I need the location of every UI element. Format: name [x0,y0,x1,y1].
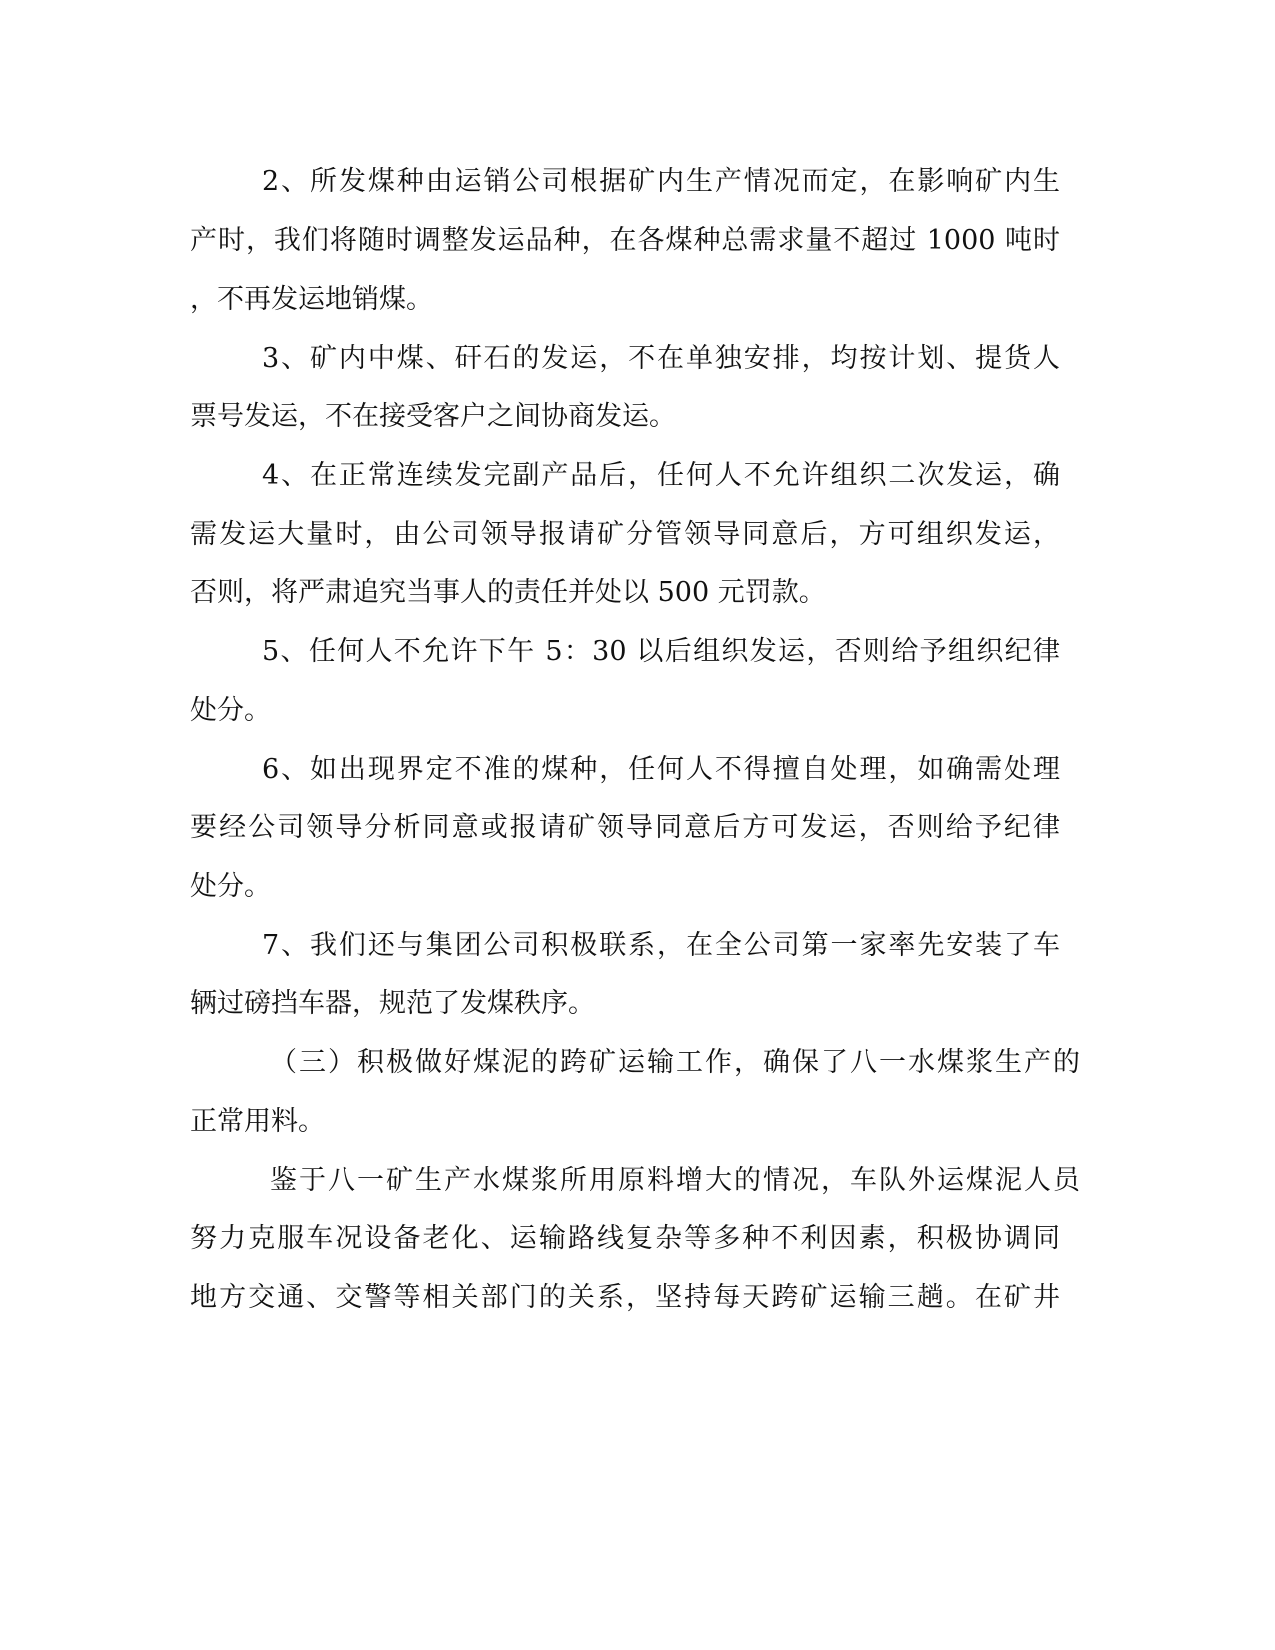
text-line: 5、任何人不允许下午 5：30 以后组织发运，否则给予组织纪律 [262,636,1060,667]
text-line: 3、矿内中煤、矸石的发运，不在单独安排，均按计划、提货人 [262,343,1060,374]
text-line: 票号发运，不在接受客户之间协商发运。 [190,401,676,432]
text-line: 2、所发煤种由运销公司根据矿内生产情况而定，在影响矿内生 [262,166,1060,197]
text-line: 6、如出现界定不准的煤种，任何人不得擅自处理，如确需处理 [262,754,1060,785]
text-line: 要经公司领导分析同意或报请矿领导同意后方可发运，否则给予纪律 [190,812,1060,843]
text-line: 7、我们还与集团公司积极联系，在全公司第一家率先安装了车 [262,930,1060,961]
text-line: 努力克服车况设备老化、运输路线复杂等多种不利因素，积极协调同 [190,1223,1060,1254]
text-line: 地方交通、交警等相关部门的关系，坚持每天跨矿运输三趟。在矿井 [190,1282,1060,1313]
text-line: 产时，我们将随时调整发运品种，在各煤种总需求量不超过 1000 吨时 [190,225,1060,256]
section-heading: （三）积极做好煤泥的跨矿运输工作，确保了八一水煤浆生产的 [270,1047,1080,1078]
text-line: 正常用料。 [190,1106,325,1137]
text-line: 4、在正常连续发完副产品后，任何人不允许组织二次发运，确 [262,460,1060,491]
text-line: 处分。 [190,871,271,902]
text-line: 辆过磅挡车器，规范了发煤秩序。 [190,988,595,1019]
text-line: 需发运大量时，由公司领导报请矿分管领导同意后，方可组织发运， [190,519,1060,550]
text-line: 否则，将严肃追究当事人的责任并处以 500 元罚款。 [190,577,826,608]
text-line: ，不再发运地销煤。 [190,284,433,315]
text-line: 处分。 [190,695,271,726]
text-line: 鉴于八一矿生产水煤浆所用原料增大的情况，车队外运煤泥人员 [270,1165,1080,1196]
